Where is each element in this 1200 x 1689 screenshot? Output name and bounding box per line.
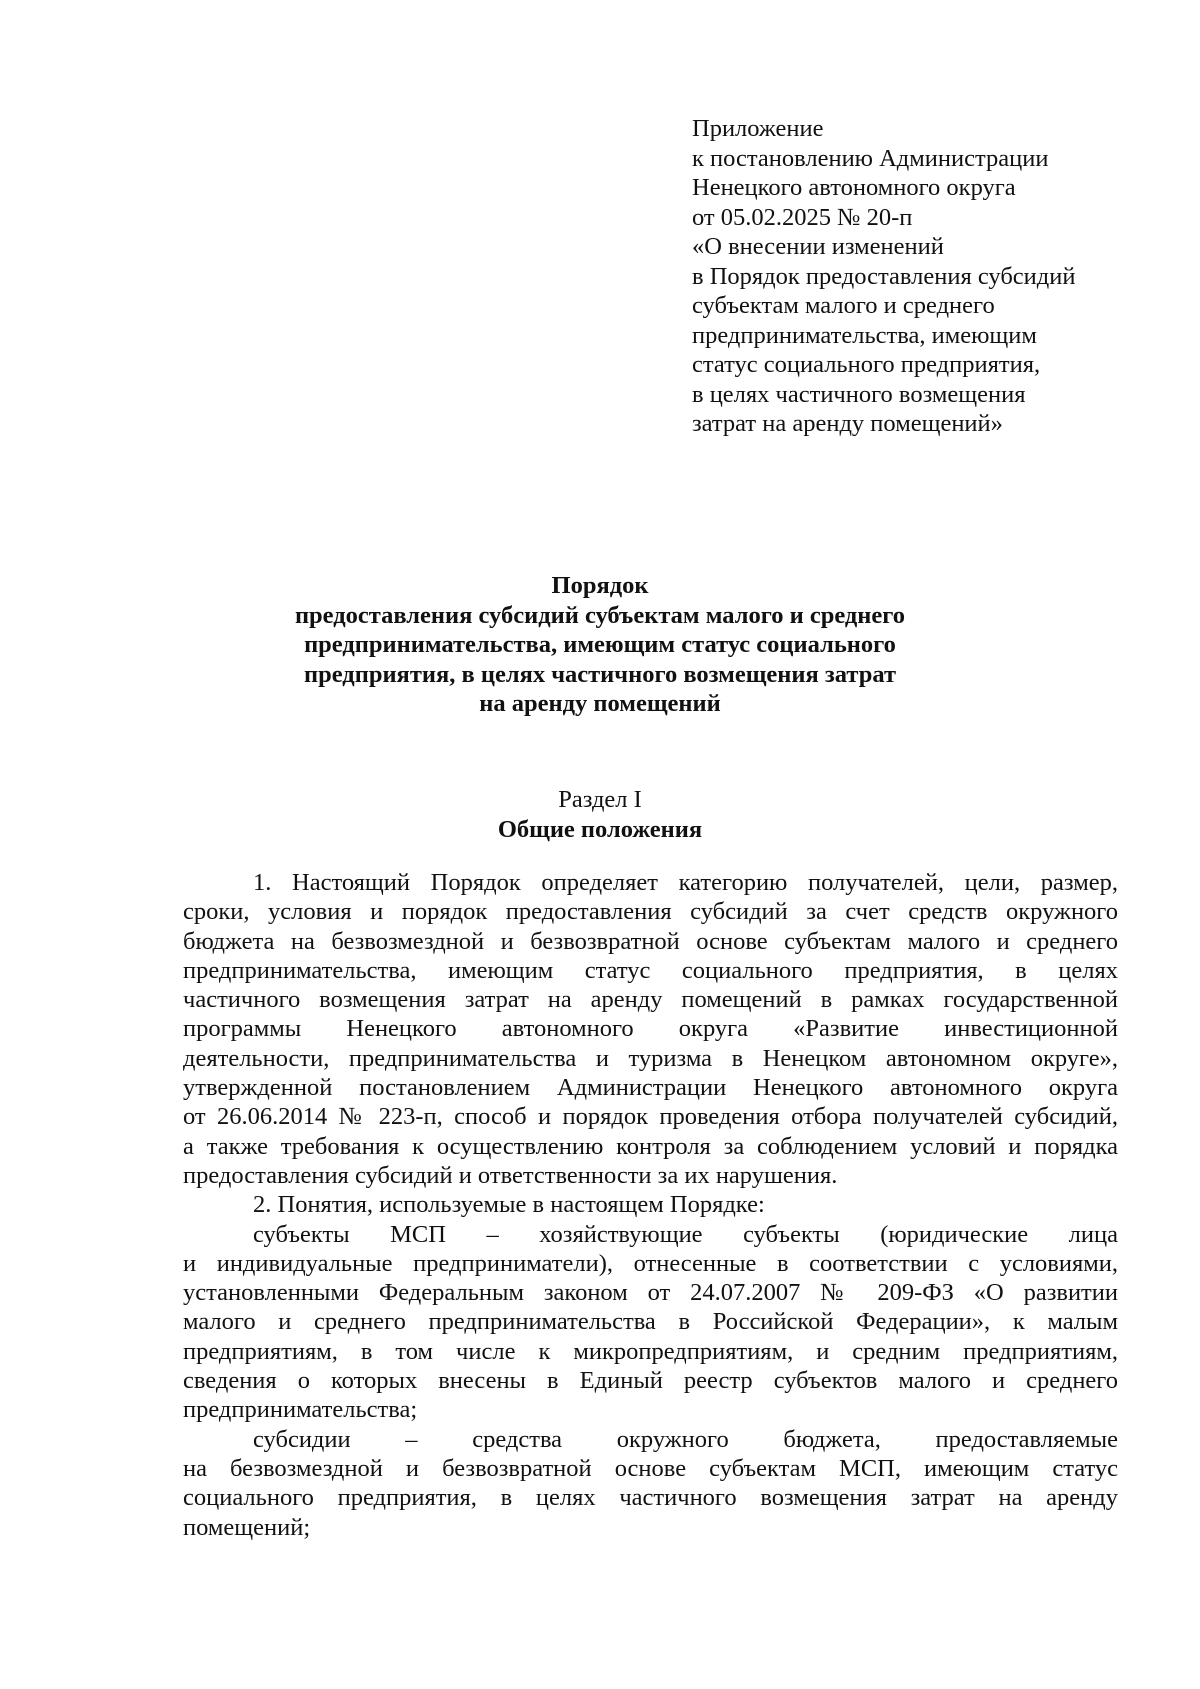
paragraph-line: социального предприятия, в целях частичного возмещения затрат на аренду: [183, 1484, 1118, 1512]
paragraph-line: утвержденной постановлением Администрации Ненецкого автономного округа: [183, 1074, 1118, 1102]
appendix-line: Ненецкого автономного округа: [692, 174, 1016, 201]
appendix-line: в целях частичного возмещения: [692, 380, 1026, 408]
appendix-line: статус социального предприятия,: [692, 351, 1041, 378]
paragraph-line: предоставления субсидий и ответственности за их нарушения.: [183, 1161, 838, 1189]
paragraph-line: субсидии – средства окружного бюджета, предоставляемые: [253, 1425, 1118, 1453]
appendix-line: в Порядок предоставления субсидий: [692, 262, 1076, 290]
section-name: Общие положения: [497, 815, 703, 843]
paragraph-line: а также требования к осуществлению контроля за соблюдением условий и порядка: [183, 1132, 1118, 1160]
paragraph-line: установленными Федеральным законом от 24.07.2007 № 209-ФЗ «О развитии: [183, 1279, 1118, 1307]
title-line: предпринимательства, имеющим статус социального: [304, 631, 896, 658]
title-line: предоставления субсидий субъектам малого и среднего: [294, 601, 906, 629]
body-text: [183, 868, 1118, 1542]
paragraph-line: субъекты МСП – хозяйствующие субъекты (юридические лица: [253, 1220, 1118, 1248]
paragraph-line: бюджета на безвозмездной и безвозвратной основе субъектам малого и среднего: [183, 927, 1118, 955]
paragraph-line: предприятиям, в том числе к микропредприятиям, и средним предприятиям,: [183, 1337, 1118, 1365]
paragraph-line: 2. Понятия, используемые в настоящем Порядке:: [253, 1191, 765, 1219]
appendix-line: к постановлению Администрации: [692, 144, 1049, 172]
appendix-line: затрат на аренду помещений»: [692, 410, 1003, 437]
section-number: Раздел I: [558, 786, 642, 813]
title-line: на аренду помещений: [479, 690, 721, 717]
paragraph-line: деятельности, предпринимательства и туризма в Ненецком автономном округе»,: [183, 1044, 1118, 1072]
paragraph-line: помещений;: [183, 1513, 311, 1541]
paragraph-line: сроки, условия и порядок предоставления субсидий за счет средств окружного: [183, 898, 1118, 926]
section-heading: [0, 785, 1200, 844]
paragraph-line: программы Ненецкого автономного округа «Развитие инвестиционной: [183, 1015, 1118, 1043]
title-line: Порядок: [551, 572, 649, 599]
paragraph-line: на безвозмездной и безвозвратной основе субъектам МСП, имеющим статус: [183, 1454, 1118, 1482]
paragraph-line: предпринимательства;: [183, 1396, 418, 1424]
appendix-header: [692, 114, 1172, 439]
paragraph-line: частичного возмещения затрат на аренду помещений в рамках государственной: [183, 986, 1118, 1014]
paragraph-line: малого и среднего предпринимательства в Российской Федерации», к малым: [183, 1308, 1118, 1336]
appendix-line: предпринимательства, имеющим: [692, 321, 1037, 349]
appendix-line: Приложение: [692, 115, 824, 142]
paragraph-line: сведения о которых внесены в Единый реестр субъектов малого и среднего: [183, 1367, 1118, 1395]
appendix-line: «О внесении изменений: [692, 233, 944, 260]
paragraph-line: от 26.06.2014 № 223-п, способ и порядок проведения отбора получателей субсидий,: [183, 1103, 1118, 1131]
appendix-line: субъектам малого и среднего: [692, 292, 995, 319]
appendix-line: от 05.02.2025 № 20-п: [692, 203, 913, 231]
document-title: [0, 571, 1200, 719]
title-line: предприятия, в целях частичного возмещения затрат: [304, 660, 896, 688]
paragraph-line: 1. Настоящий Порядок определяет категорию получателей, цели, размер,: [253, 869, 1118, 896]
paragraph-line: и индивидуальные предприниматели), отнесенные в соответствии с условиями,: [183, 1249, 1118, 1277]
paragraph-line: предпринимательства, имеющим статус социального предприятия, в целях: [183, 956, 1118, 984]
